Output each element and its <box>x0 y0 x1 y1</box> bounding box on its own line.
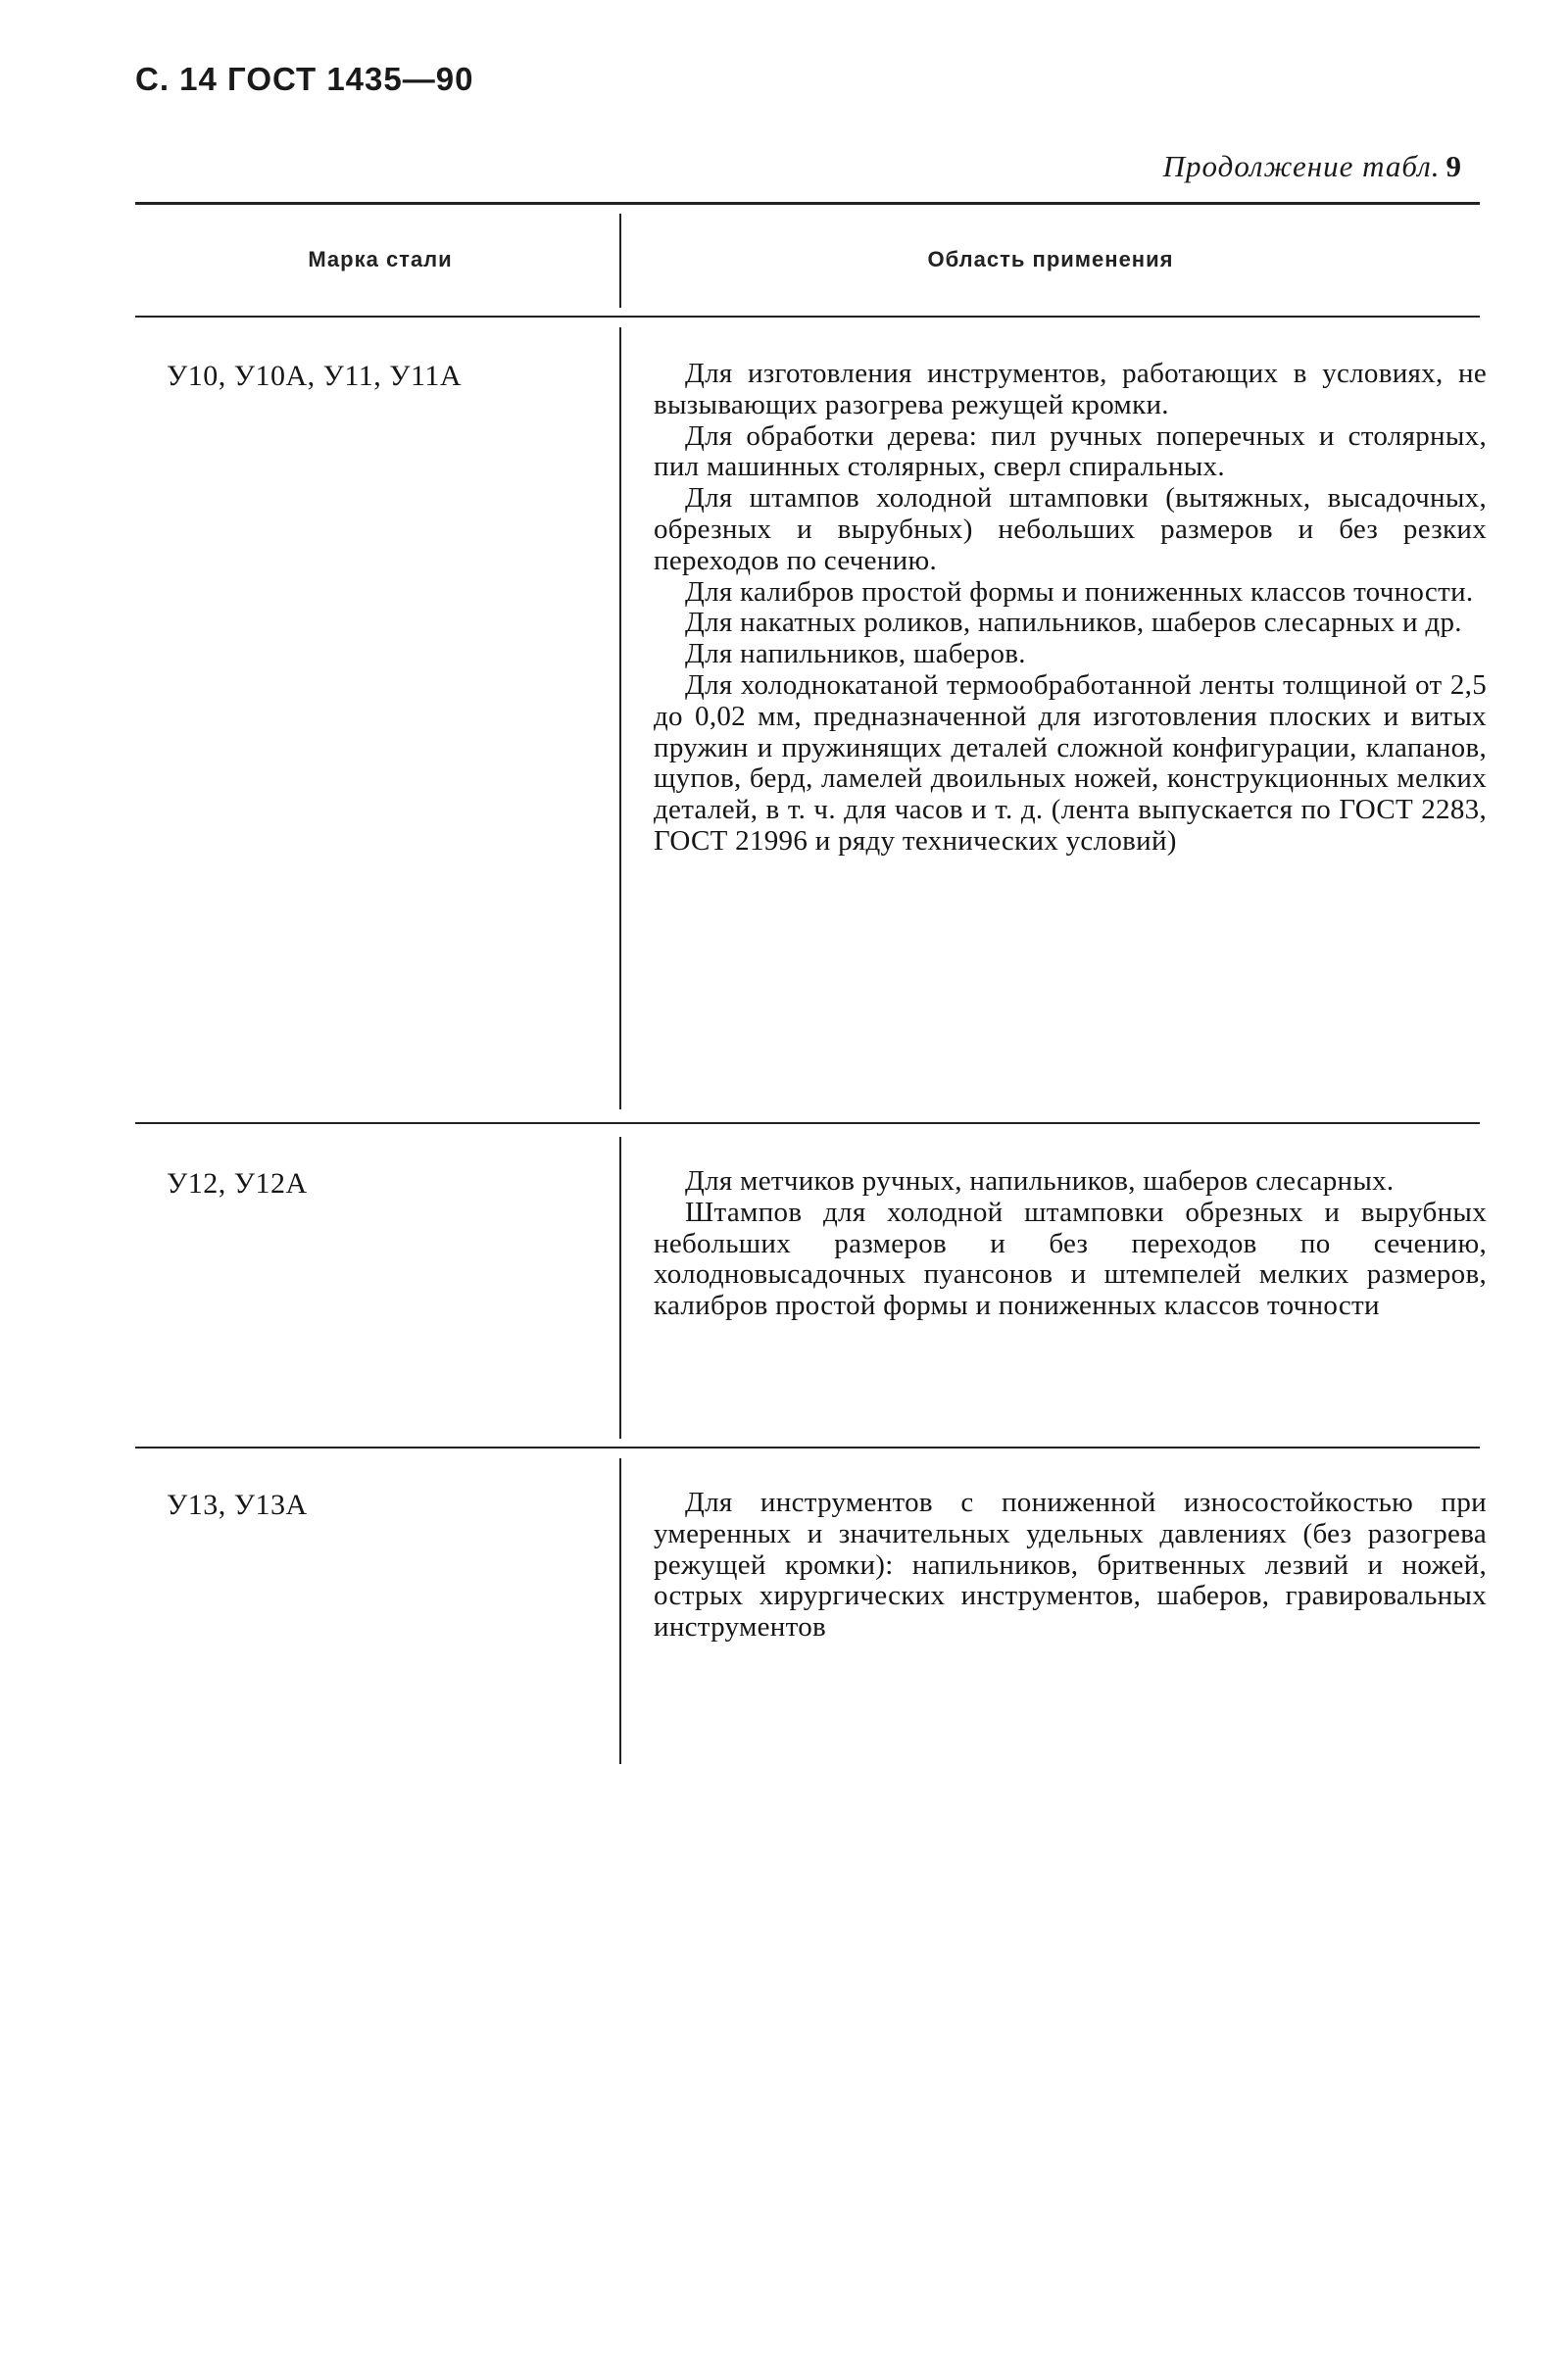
row-1-bottom-rule <box>135 1122 1480 1124</box>
column-divider-row-1 <box>619 327 621 1109</box>
column-divider-header <box>619 214 621 308</box>
column-divider-row-3 <box>619 1458 621 1764</box>
table-caption-text: Продолжение табл. <box>1162 149 1441 183</box>
application-paragraph: Для холоднокатаной термообработанной ленты толщиной от 2,5 до 0,02 мм, предназначенной для изготовления плоских и витых пружин и пружинящих деталей сложной конфигурации, клапанов, щупов, берд, ламелей двоильных ножей, конструкционных мелких деталей, в т. ч. для часов и т. д. (лента выпускается по ГОСТ 2283, ГОСТ 21996 и ряду технических условий) <box>654 668 1487 857</box>
application-row-2 <box>654 1166 1487 1322</box>
application-paragraph: Штампов для холодной штамповки обрезных и вырубных небольших размеров и без переходов по сечению, холодновысадочных пуансонов и штемпелей мелких размеров, калибров простой формы и пониженных классов точности <box>654 1196 1487 1322</box>
application-paragraph: Для обработки дерева: пил ручных поперечных и столярных, пил машинных столярных, сверл спиральных. <box>654 419 1487 483</box>
application-paragraph: Для накатных роликов, напильников, шаберов слесарных и др. <box>685 607 1462 639</box>
application-paragraph: Для напильников, шаберов. <box>685 638 1026 670</box>
application-row-1 <box>654 359 1487 858</box>
page-header: С. 14 ГОСТ 1435—90 <box>135 61 474 97</box>
row-2-bottom-rule <box>135 1447 1480 1449</box>
table-number: 9 <box>1446 149 1462 183</box>
table-top-rule <box>135 202 1480 205</box>
application-paragraph: Для штампов холодной штамповки (вытяжных, высадочных, обрезных и вырубных) небольших размеров и без резких переходов по сечению. <box>654 482 1487 576</box>
header-bottom-rule <box>135 316 1480 318</box>
application-paragraph: Для инструментов с пониженной износостойкостью при умеренных и значительных удельных давлениях (без разогрева режущей кромки): напильников, бритвенных лезвий и ножей, острых хирургических инструментов, шаберов, гравировальных инструментов <box>654 1487 1487 1644</box>
steel-grade-row-2: У12, У12А <box>167 1167 308 1200</box>
column-header-steel-grade: Марка стали <box>308 247 453 271</box>
steel-grade-row-1: У10, У10А, У11, У11А <box>167 360 463 392</box>
steel-grade-row-3: У13, У13А <box>167 1489 308 1521</box>
table-caption <box>1163 149 1462 184</box>
application-paragraph: Для метчиков ручных, напильников, шаберов слесарных. <box>685 1165 1395 1197</box>
column-header-application: Область применения <box>927 247 1174 271</box>
column-divider-row-2 <box>619 1137 621 1439</box>
application-paragraph: Для калибров простой формы и пониженных классов точности. <box>685 575 1474 608</box>
application-paragraph: Для изготовления инструментов, работающих в условиях, не вызывающих разогрева режущей кромки. <box>654 358 1487 420</box>
application-row-3 <box>654 1488 1487 1644</box>
